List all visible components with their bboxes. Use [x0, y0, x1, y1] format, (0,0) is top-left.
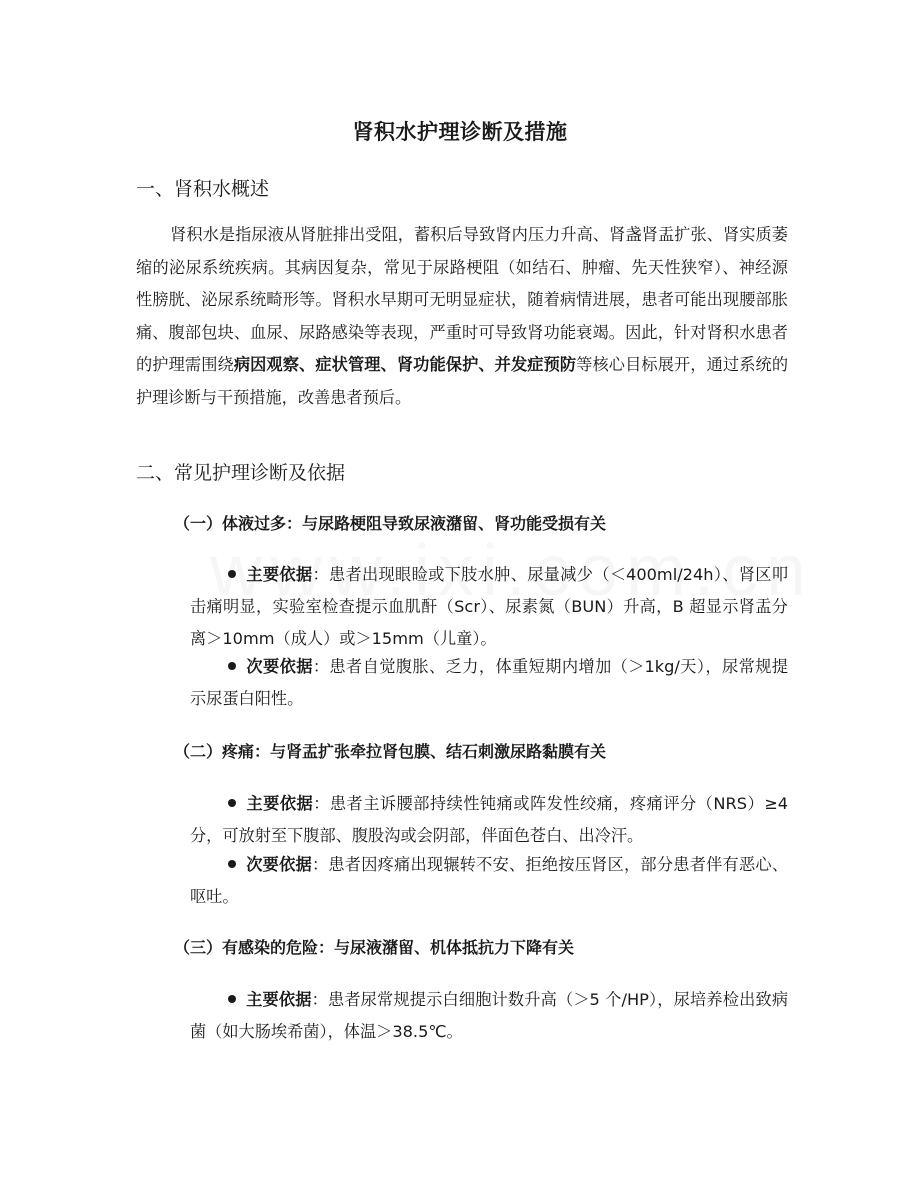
bullet-icon — [228, 799, 236, 807]
list-item — [190, 651, 788, 715]
overview-text-c: 等核心目标展开，通过系统的护理诊断与干预措施，改善患者预后。 — [136, 355, 789, 407]
section-heading-overview: 一、肾积水概述 — [136, 178, 270, 200]
list-item — [190, 984, 788, 1048]
overview-paragraph — [136, 219, 788, 414]
section-heading-diagnoses: 二、常见护理诊断及依据 — [136, 462, 346, 484]
subsection-heading-pain: （二）疼痛：与肾盂扩张牵拉肾包膜、结石刺激尿路黏膜有关 — [174, 742, 607, 761]
minor-basis-label: 次要依据 — [246, 855, 312, 874]
bullet-icon — [228, 995, 236, 1003]
minor-basis-label: 次要依据 — [246, 657, 313, 676]
list-item — [190, 788, 788, 852]
overview-text-a: 肾积水是指尿液从肾脏排出受阻，蓄积后导致肾内压力升高、肾盏肾盂扩张、肾实质萎缩的泌尿系统疾病。其病因复杂，常见于尿路梗阻（如结石、肿瘤、先天性狭窄）、神经源性膀胱、泌尿系统畸形等。肾积水早期可无明显症状，随着病情进展，患者可能出现腰部胀痛、腹部包块、血尿、尿路感染等表现，严重时可导致肾功能衰竭。因此，针对肾积水患者的护理需围绕 — [136, 225, 788, 374]
main-basis-label: 主要依据 — [246, 565, 313, 584]
main-basis-label: 主要依据 — [246, 794, 314, 813]
bullet-icon — [228, 662, 236, 670]
minor-basis-text: ：患者因疼痛出现辗转不安、拒绝按压肾区，部分患者伴有恶心、呕吐。 — [190, 855, 789, 906]
list-item — [190, 559, 788, 655]
subsection-heading-fluid-excess: （一）体液过多：与尿路梗阻导致尿液潴留、肾功能受损有关 — [174, 514, 607, 533]
main-basis-text: ：患者尿常规提示白细胞计数升高（＞5 个/HP），尿培养检出致病菌（如大肠埃希菌），体温＞38.5℃。 — [190, 990, 789, 1041]
list-item — [190, 849, 788, 913]
main-basis-text: ：患者主诉腰部持续性钝痛或阵发性绞痛，疼痛评分（NRS）≥4 分，可放射至下腹部、腹股沟或会阴部，伴面色苍白、出冷汗。 — [190, 794, 789, 845]
main-basis-text: ：患者出现眼睑或下肢水肿、尿量减少（＜400ml/24h）、肾区叩击痛明显，实验室检查提示血肌酐（Scr）、尿素氮（BUN）升高，B 超显示肾盂分离＞10mm（成人）或＞15mm（儿童）。 — [190, 565, 789, 648]
page-title: 肾积水护理诊断及措施 — [352, 120, 568, 144]
minor-basis-text: ：患者自觉腹胀、乏力，体重短期内增加（＞1kg/天），尿常规提示尿蛋白阳性。 — [190, 657, 788, 708]
overview-text-bold: 病因观察、症状管理、肾功能保护、并发症预防 — [233, 355, 577, 374]
subsection-heading-infection-risk: （三）有感染的危险：与尿液潴留、机体抵抗力下降有关 — [174, 938, 575, 957]
main-basis-label: 主要依据 — [246, 990, 312, 1009]
bullet-icon — [228, 570, 236, 578]
bullet-icon — [228, 860, 236, 868]
